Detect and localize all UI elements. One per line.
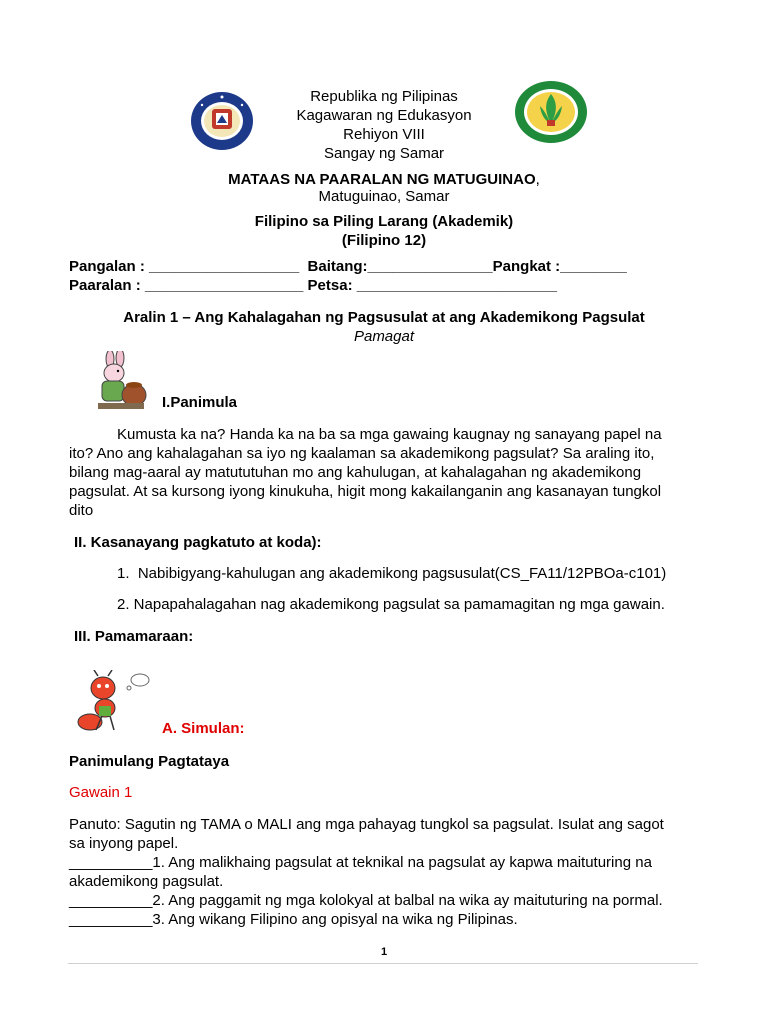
ant-illustration	[74, 670, 150, 734]
header-line-department: Kagawaran ng Edukasyon	[296, 107, 472, 124]
header-line-republic: Republika ng Pilipinas	[310, 88, 458, 105]
header-block	[0, 87, 768, 163]
panimula-heading: I.Panimula	[162, 394, 238, 411]
school-name-comma: ,	[535, 171, 540, 188]
header-line-division: Sangay ng Samar	[323, 145, 445, 162]
question-line: akademikong pagsulat.	[69, 873, 224, 890]
kasanayan-item-1: 1. Nabibigyang-kahulugan ang akademikong pagsusulat(CS_FA11/12PBOa-c101)	[117, 565, 667, 582]
panuto-line: Panuto: Sagutin ng TAMA o MALI ang mga pahayag tungkol sa pagsulat. Isulat ang sagot	[69, 816, 664, 833]
panuto-line: sa inyong papel.	[69, 835, 179, 852]
simulan-heading: A. Simulan:	[162, 720, 245, 737]
panimula-line: bilang mag-aaral ay matututuhan mo ang kahulugan, at kahalagahan ng akademikong	[69, 464, 642, 481]
school-location: Matuguinao, Samar	[318, 188, 450, 205]
panimulang-pagtataya-heading: Panimulang Pagtataya	[69, 753, 230, 770]
school-name: MATAAS NA PAARALAN NG MATUGUINAO	[228, 171, 536, 188]
kasanayan-item-2: 2. Napapahalagahan nag akademikong pagsulat sa pamamagitan ng mga gawain.	[117, 596, 665, 613]
question-line: __________3. Ang wikang Filipino ang opisyal na wika ng Pilipinas.	[69, 911, 518, 928]
kasanayan-heading: II. Kasanayang pagkatuto at koda):	[74, 534, 322, 551]
gawain-heading: Gawain 1	[69, 784, 133, 801]
rabbit-pottery-illustration	[88, 351, 154, 413]
school-name-row	[0, 171, 768, 188]
question-line: __________2. Ang paggamit ng mga kolokyal at balbal na wika ay maituturing na pormal.	[69, 892, 663, 909]
panimula-line: dito	[69, 502, 94, 519]
footer-divider	[68, 963, 698, 964]
panimula-line: pagsulat. At sa kursong iyong kinukuha, higit mong kakailanganin ang kasanayan tungkol	[69, 483, 662, 500]
panimula-line: ito? Ano ang kahalagahan sa iyo ng kaalaman sa akademikong pagsulat? Sa araling ito,	[69, 445, 655, 462]
question-line: __________1. Ang malikhaing pagsulat at teknikal na pagsulat ay kapwa maituturing na	[69, 854, 652, 871]
form-row-name: Pangalan : __________________ Baitang:_______________Pangkat :________	[69, 258, 627, 275]
subject-title: Filipino sa Piling Larang (Akademik)	[254, 213, 514, 230]
pamamaraan-heading: III. Pamamaraan:	[74, 628, 194, 645]
panimula-paragraph	[69, 425, 709, 520]
grade-level: (Filipino 12)	[341, 232, 427, 249]
panimula-line: Kumusta ka na? Handa ka na ba sa mga gawaing kaugnay ng sanayang papel na	[117, 426, 662, 443]
header-line-region: Rehiyon VIII	[343, 126, 425, 143]
lesson-title: Aralin 1 – Ang Kahalagahan ng Pagsusulat at ang Akademikong Pagsulat	[123, 309, 645, 326]
page-number: 1	[380, 946, 388, 958]
panuto-block	[69, 815, 719, 929]
form-row-school: Paaralan : ___________________ Petsa: ________________________	[69, 277, 557, 294]
lesson-subtitle: Pamagat	[353, 328, 415, 345]
